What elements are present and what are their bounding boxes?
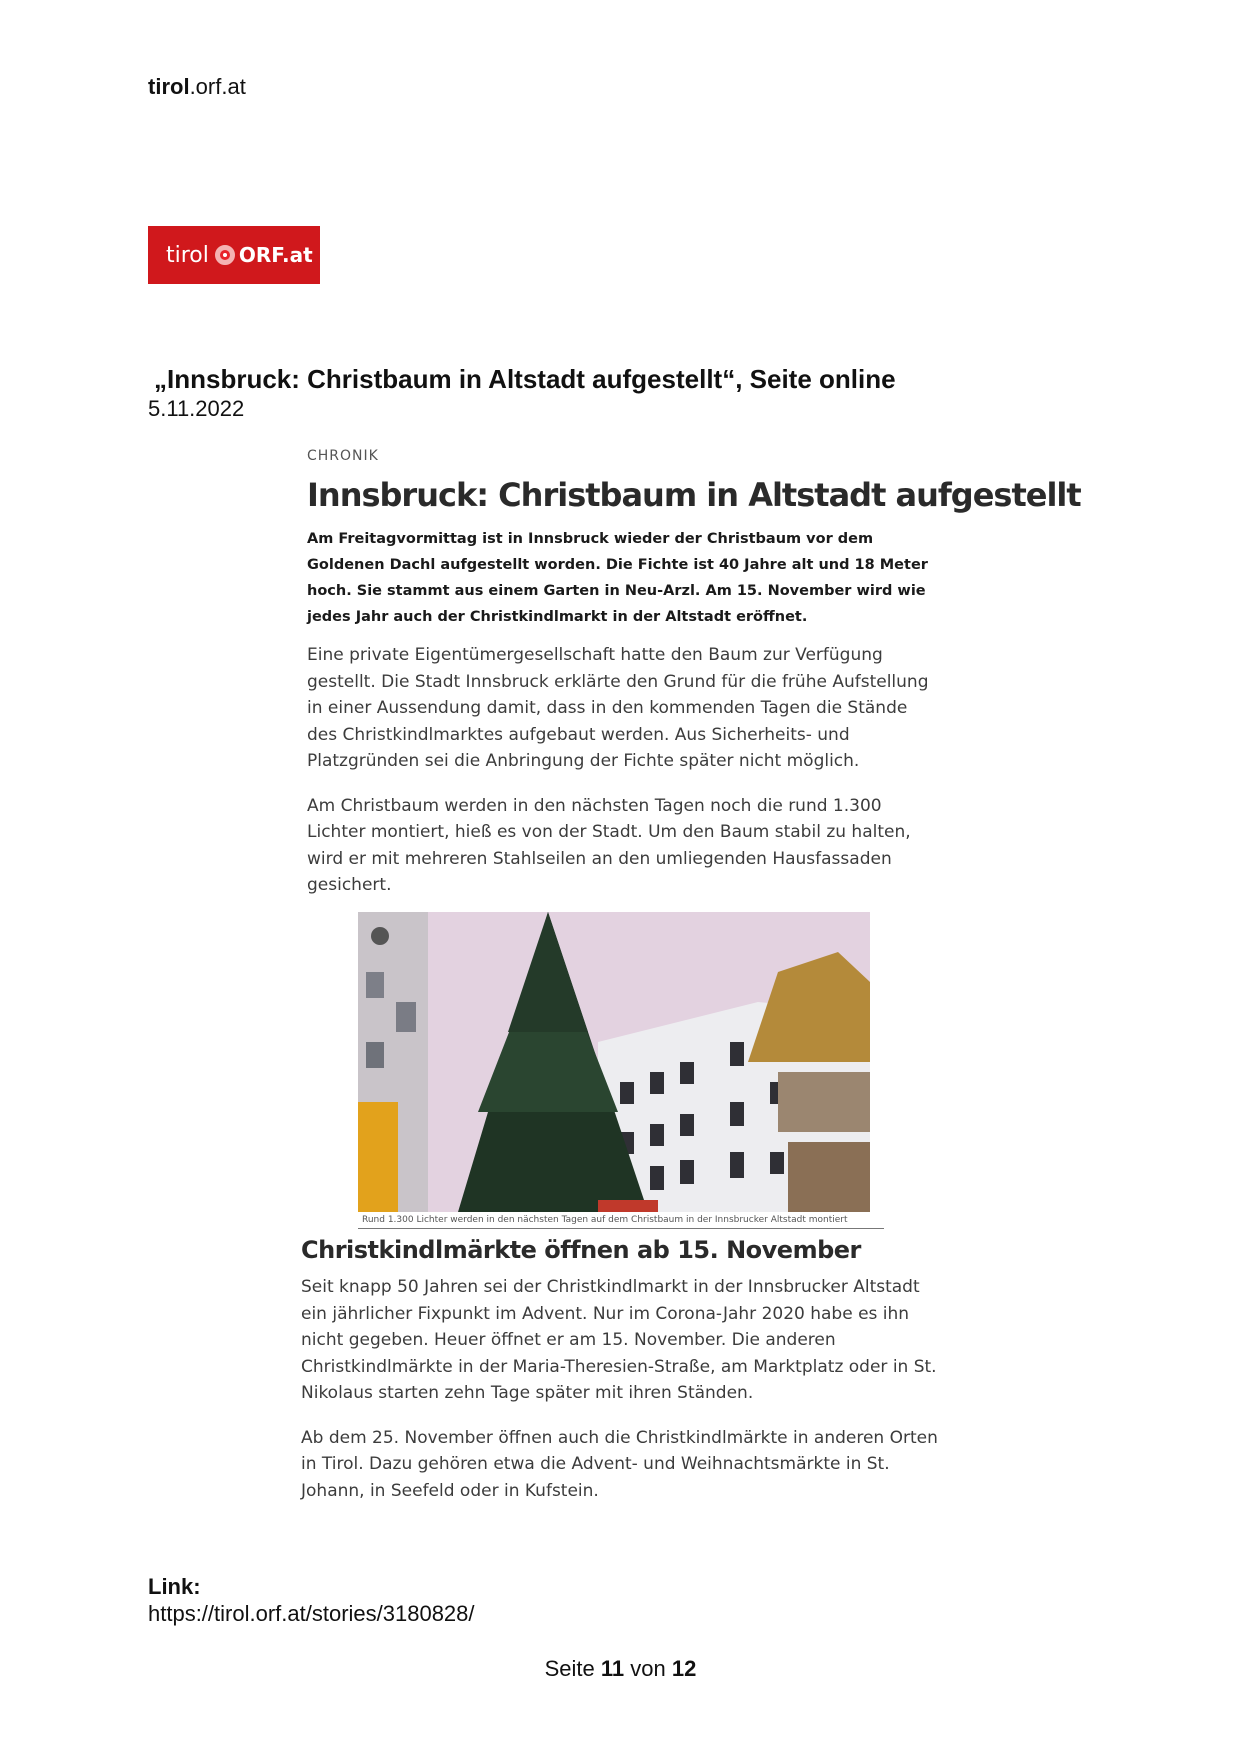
site-header (148, 74, 246, 100)
article-kicker: CHRONIK (307, 448, 379, 464)
document-date: 5.11.2022 (148, 396, 245, 421)
footer-middle: von (630, 1656, 666, 1681)
article-paragraph: Seit knapp 50 Jahren sei der Christkindlmarkt in der Innsbrucker Altstadt ein jährlicher Fixpunkt im Advent. Nur im Corona-Jahr 2020 habe es ihn nicht gegeben. Heuer öffnet er am 15. November. Die anderen Christkindlmärkte in der Maria-Theresien-Straße, am Marktplatz oder in St. Nikolaus starten zehn Tage später mit ihren Ständen. (301, 1277, 937, 1403)
link-label: Link: (148, 1574, 201, 1599)
article-paragraph: Eine private Eigentümergesellschaft hatte den Baum zur Verfügung gestellt. Die Stadt Innsbruck erklärte den Grund für die frühe Aufstellung in einer Aussendung damit, dass in den kommenden Tagen die Stände des Christkindlmarktes aufgebaut werden. Aus Sicherheits- und Platzgründen sei die Anbringung der Fichte später nicht möglich. (307, 645, 929, 771)
article-subheading: Christkindlmärkte öffnen ab 15. November (301, 1236, 861, 1264)
footer-current-page: 11 (600, 1656, 625, 1681)
christmas-tree-photo (358, 912, 870, 1212)
logo-region: tirol (166, 242, 209, 268)
footer-prefix: Seite (544, 1656, 595, 1681)
article-lead: Am Freitagvormittag ist in Innsbruck wieder der Christbaum vor dem Goldenen Dachl aufgestellt worden. Die Fichte ist 40 Jahre alt und 18 Meter hoch. Sie stammt aus einem Garten in Neu-Arzl. Am 15. November wird wie jedes Jahr auch der Christkindlmarkt in der Altstadt eröffnet. (307, 531, 928, 625)
page-footer (0, 1656, 1241, 1682)
article-photo-figure (358, 912, 884, 1229)
article-paragraph: Ab dem 25. November öffnen auch die Christkindlmärkte in anderen Orten in Tirol. Dazu gehören etwa die Advent- und Weihnachtsmärkte in St. Johann, in Seefeld oder in Kufstein. (301, 1427, 938, 1501)
site-name-rest: .orf.at (189, 74, 246, 99)
article-section-2 (301, 1236, 941, 1504)
logo-brand: ORF.at (238, 243, 313, 267)
article-paragraph: Am Christbaum werden in den nächsten Tagen noch die rund 1.300 Lichter montiert, hieß es von der Stadt. Um den Baum stabil zu halten, wird er mit mehreren Stahlseilen an den umliegenden Hausfassaden gesichert. (307, 795, 911, 895)
orf-ring-icon (215, 245, 235, 265)
footer-total-pages: 12 (671, 1656, 697, 1681)
article-title: Innsbruck: Christbaum in Altstadt aufgestellt (307, 476, 1081, 514)
article-link[interactable]: https://tirol.orf.at/stories/3180828/ (148, 1601, 475, 1626)
photo-caption: Rund 1.300 Lichter werden in den nächsten Tagen auf dem Christbaum in der Innsbrucker Altstadt montiert (358, 1212, 884, 1229)
document-title: „Innsbruck: Christbaum in Altstadt aufgestellt“, Seite online (154, 364, 896, 394)
site-name-bold: tirol (148, 74, 190, 99)
orf-tirol-logo (148, 226, 320, 284)
article-clipping (307, 448, 1081, 899)
photo-illustration (358, 912, 870, 1212)
